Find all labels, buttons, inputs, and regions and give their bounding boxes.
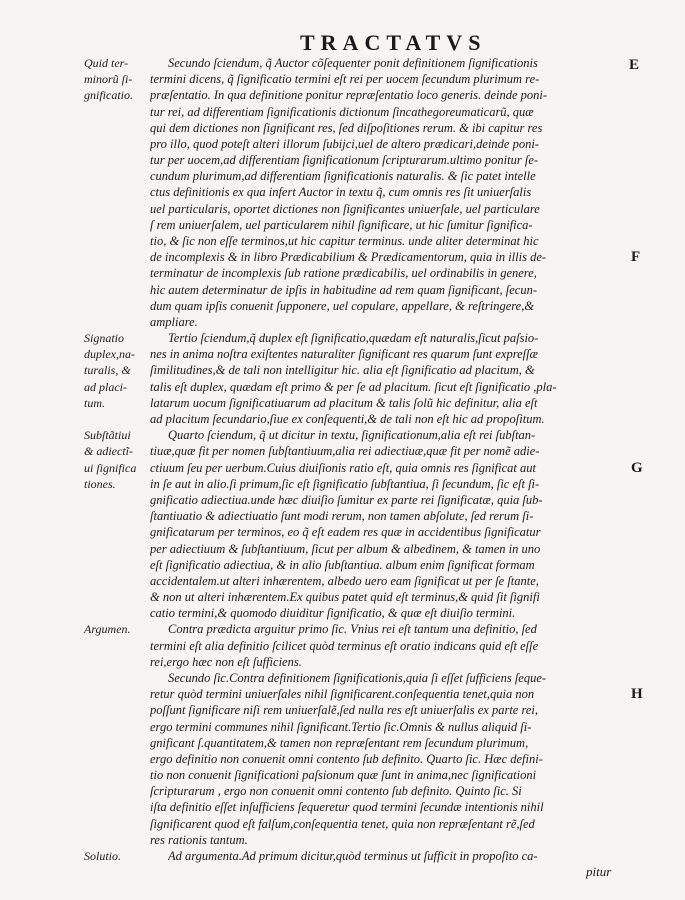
text-line: uel particularis, oportet dictiones non ſignificantes uniuerſale, uel particulare — [150, 201, 540, 216]
text-line: per adiectiuum & ſubſtantiuum, ſicut per album & albedinem, & tamen in uno — [150, 541, 541, 556]
margin-note: tum. — [84, 395, 105, 410]
text-line: qui dem dictiones non ſignificant res, ſed diſpoſitiones rerum. & ibi capitur res — [150, 120, 543, 135]
margin-letter: G — [631, 459, 643, 476]
text-line: accidentalem.ut alteri inhærentem, albedo uero eam ſignificat ut per ſe ſtante, — [150, 573, 539, 588]
text-line: hic autem determinatur de ipſis in habitudine ad rem quam ſignificant, ſecun- — [150, 282, 537, 297]
text-line: ſcripturarum , ergo non conuenit omni contento ſub definito. Quinto ſic. Si — [150, 784, 522, 799]
running-title: TRACTATVS — [300, 30, 487, 55]
text-line: tur rei, ad differentiam ſignificationis dictionum ſincathegoreumaticarũ, quæ — [150, 104, 534, 119]
margin-note: duplex,na- — [84, 347, 135, 362]
text-line: retur quòd termini uniuerſales nihil ſignificarent.conſequentia tenet,quia non — [150, 687, 535, 702]
text-line: nes in anima noſtra exiſtentes naturaliter ſignificant res quarum ſunt expreſſæ — [150, 347, 538, 362]
text-line: Ad argumenta.Ad primum dicitur,quòd terminus ut ſufficit in propoſito ca- — [168, 849, 538, 863]
margin-note: Subſtãtiui — [84, 428, 131, 443]
text-line: termini eſt alia definitio ſcilicet quòd terminus eſt oratio indicans quid eſt eſſe — [150, 638, 539, 653]
margin-note: ui ſignifica — [84, 460, 137, 475]
margin-note: Quid ter- — [84, 56, 129, 70]
text-line: gnificant ſ.quantitatem,& tamen non repræſentant rem ſecundum plurimum, — [150, 735, 529, 750]
margin-note: ad placi- — [84, 379, 127, 394]
text-line: talis eſt duplex, quædam eſt primo & per ſe ad placitum. ſicut eſt ſignificatio ,pla- — [150, 379, 557, 394]
text-line: pro illo, quod poteſt alteri illorum ſubijci,uel de altero prædicari,deinde poni- — [150, 136, 539, 151]
catchword: pitur — [586, 864, 612, 880]
margin-note: tiones. — [84, 476, 116, 491]
text-line: res rationis tantum. — [150, 832, 248, 847]
text-line: Tertio ſciendum,q̃ duplex eſt ſignificatio,quædam eſt naturalis,ſicut paſsio- — [168, 331, 539, 346]
text-line: gnificatarum per terminos, eo q̃ eſt eadem res quæ in accidentibus ſignificatur — [150, 525, 541, 540]
text-line: Quarto ſciendum, q̃ ut dicitur in textu, ſignificationum,alia eſt rei ſubſtan- — [168, 428, 536, 443]
text-line: Secundo ſic.Contra definitionem ſignificationis,quia ſi eſſet ſufficiens ſeque- — [168, 670, 547, 685]
text-line: tur per uocem,ad differentiam ſignificationum ſcripturarum.ultimo ponitur ſe- — [150, 153, 539, 168]
text-line: latarum uocum ſignificatiuarum ad placitum & talis ſolũ hic definitur, alia eſt — [150, 395, 538, 410]
text-line: ſignificarent quod eſt falſum,conſequentia tenet, quia non repræſentant rẽ,ſed — [150, 816, 535, 831]
text-line: ad placitum ſecundario,ſiue ex conſequenti,& de tali non eſt hic ad propoſitum. — [150, 412, 545, 427]
margin-note: Argumen. — [84, 622, 131, 637]
margin-letter: F — [631, 249, 641, 266]
text-line: tio non conuenit ſignificationi paſsionum quæ ſunt in anima,nec ſignificationi — [150, 768, 537, 783]
text-line: ſtantiuatio & adiectiuatio ſunt modi rerum, non tamen abſolute, ſed rerum ſi- — [150, 509, 534, 524]
text-line: ſimilitudines,& de tali non intelligitur hic. alia eſt ſignificatio ad placitum, & — [150, 363, 535, 378]
text-line: Contra prædicta arguitur primo ſic. Vnius rei eſt tantum una definitio, ſed — [168, 622, 537, 637]
text-line: ergo termini communes nihil ſignificant.Tertio ſic.Omnis & nullus aliquid ſi- — [150, 719, 532, 734]
margin-note: & adiectĩ- — [84, 444, 133, 459]
text-line: dum quam ipſis conuenit ſupponere, uel copulare, appellare, & reſtringere,& — [150, 298, 535, 313]
text-line: præſentatio. In qua definitione ponitur repræſentatio loco generis. deinde poni- — [150, 88, 548, 103]
text-line: tio, & ſic non eſſe terminos,ut hic capitur terminus. unde aliter determinat hic — [150, 234, 539, 249]
margin-note: gnificatio. — [84, 88, 133, 103]
text-line: ctus definitionis ex qua infert Auctor in textu q̃, cum omnis res ſit uniuerſalis — [150, 185, 532, 200]
margin-letter: H — [631, 686, 643, 703]
signature-mark: E — [629, 57, 640, 73]
margin-note: Solutio. — [84, 849, 122, 863]
text-line: in ſe aut in alio.ſi primum,ſic eſt ſignificatio ſubſtantiua, ſi ſecundum, ſic eſt ſi- — [150, 476, 540, 491]
text-line: terminatur de incomplexis ſub ratione prædicabilis, uel ordinabilis in genere, — [150, 266, 537, 281]
text-line: rei,ergo hæc non eſt ſufficiens. — [150, 654, 302, 669]
margin-note: minorũ ſi- — [84, 72, 133, 87]
text-line: & non ut alteri inhærentem.Ex quibus patet quid eſt terminus,& quid ſit ſignifi — [150, 590, 540, 605]
text-line: catio termini,& quomodo diuiditur ſignificatio, & quæ eſt diuiſio termini. — [150, 606, 516, 621]
text-line: gnificatio adiectiua.unde hæc diuiſio ſumitur ex parte rei ſignificatæ, quia ſub- — [150, 492, 543, 507]
text-line: eſt ſignificatio adiectiua, & in alio ſubſtantiua. album enim ſignificat formam — [150, 557, 535, 572]
text-line: ctiuum ſeu per uerbum.Cuius diuiſionis ratio eſt, quia omnis res ſignificat aut — [150, 460, 536, 475]
text-line: cundum plurimum,ad differentiam ſignificationis naturalis. & ſic patet intelle — [150, 169, 536, 184]
text-line: Secundo ſciendum, q̃ Auctor cõſequenter ponit definitionem ſignificationis — [168, 56, 538, 70]
text-line: poſſunt ſignificare niſi rem uniuerſalẽ,ſed nulla res eſt uniuerſalis ex parte rei, — [150, 703, 539, 718]
text-line: ſ rem uniuerſalem, uel particularem nihil ſignificare, ut hic ſumitur ſignifica- — [150, 217, 533, 232]
text-line: ampliare. — [150, 314, 198, 329]
margin-note: Signatio — [84, 331, 125, 346]
text-line: de incomplexis & in libro Prædicabilium & Prædicamentorum, quia in illis de- — [150, 250, 547, 265]
text-line: termini dicens, q̃ ſignificatio termini eſt rei per uocem ſecundum plurimum re- — [150, 72, 540, 87]
text-line: iſta definitio eſſet inſufficiens ſequeretur quod termini ſecundæ intentionis nihil — [150, 800, 544, 815]
text-line: tiuæ,quæ fit per nomen ſubſtantiuum,alia rei adiectiuæ,quæ fit per nomẽ adie- — [150, 444, 540, 459]
text-line: ergo definitio non conuenit omni contento ſub definito. Quarto ſic. Hæc defini- — [150, 751, 543, 766]
margin-note: turalis, & — [84, 363, 131, 378]
